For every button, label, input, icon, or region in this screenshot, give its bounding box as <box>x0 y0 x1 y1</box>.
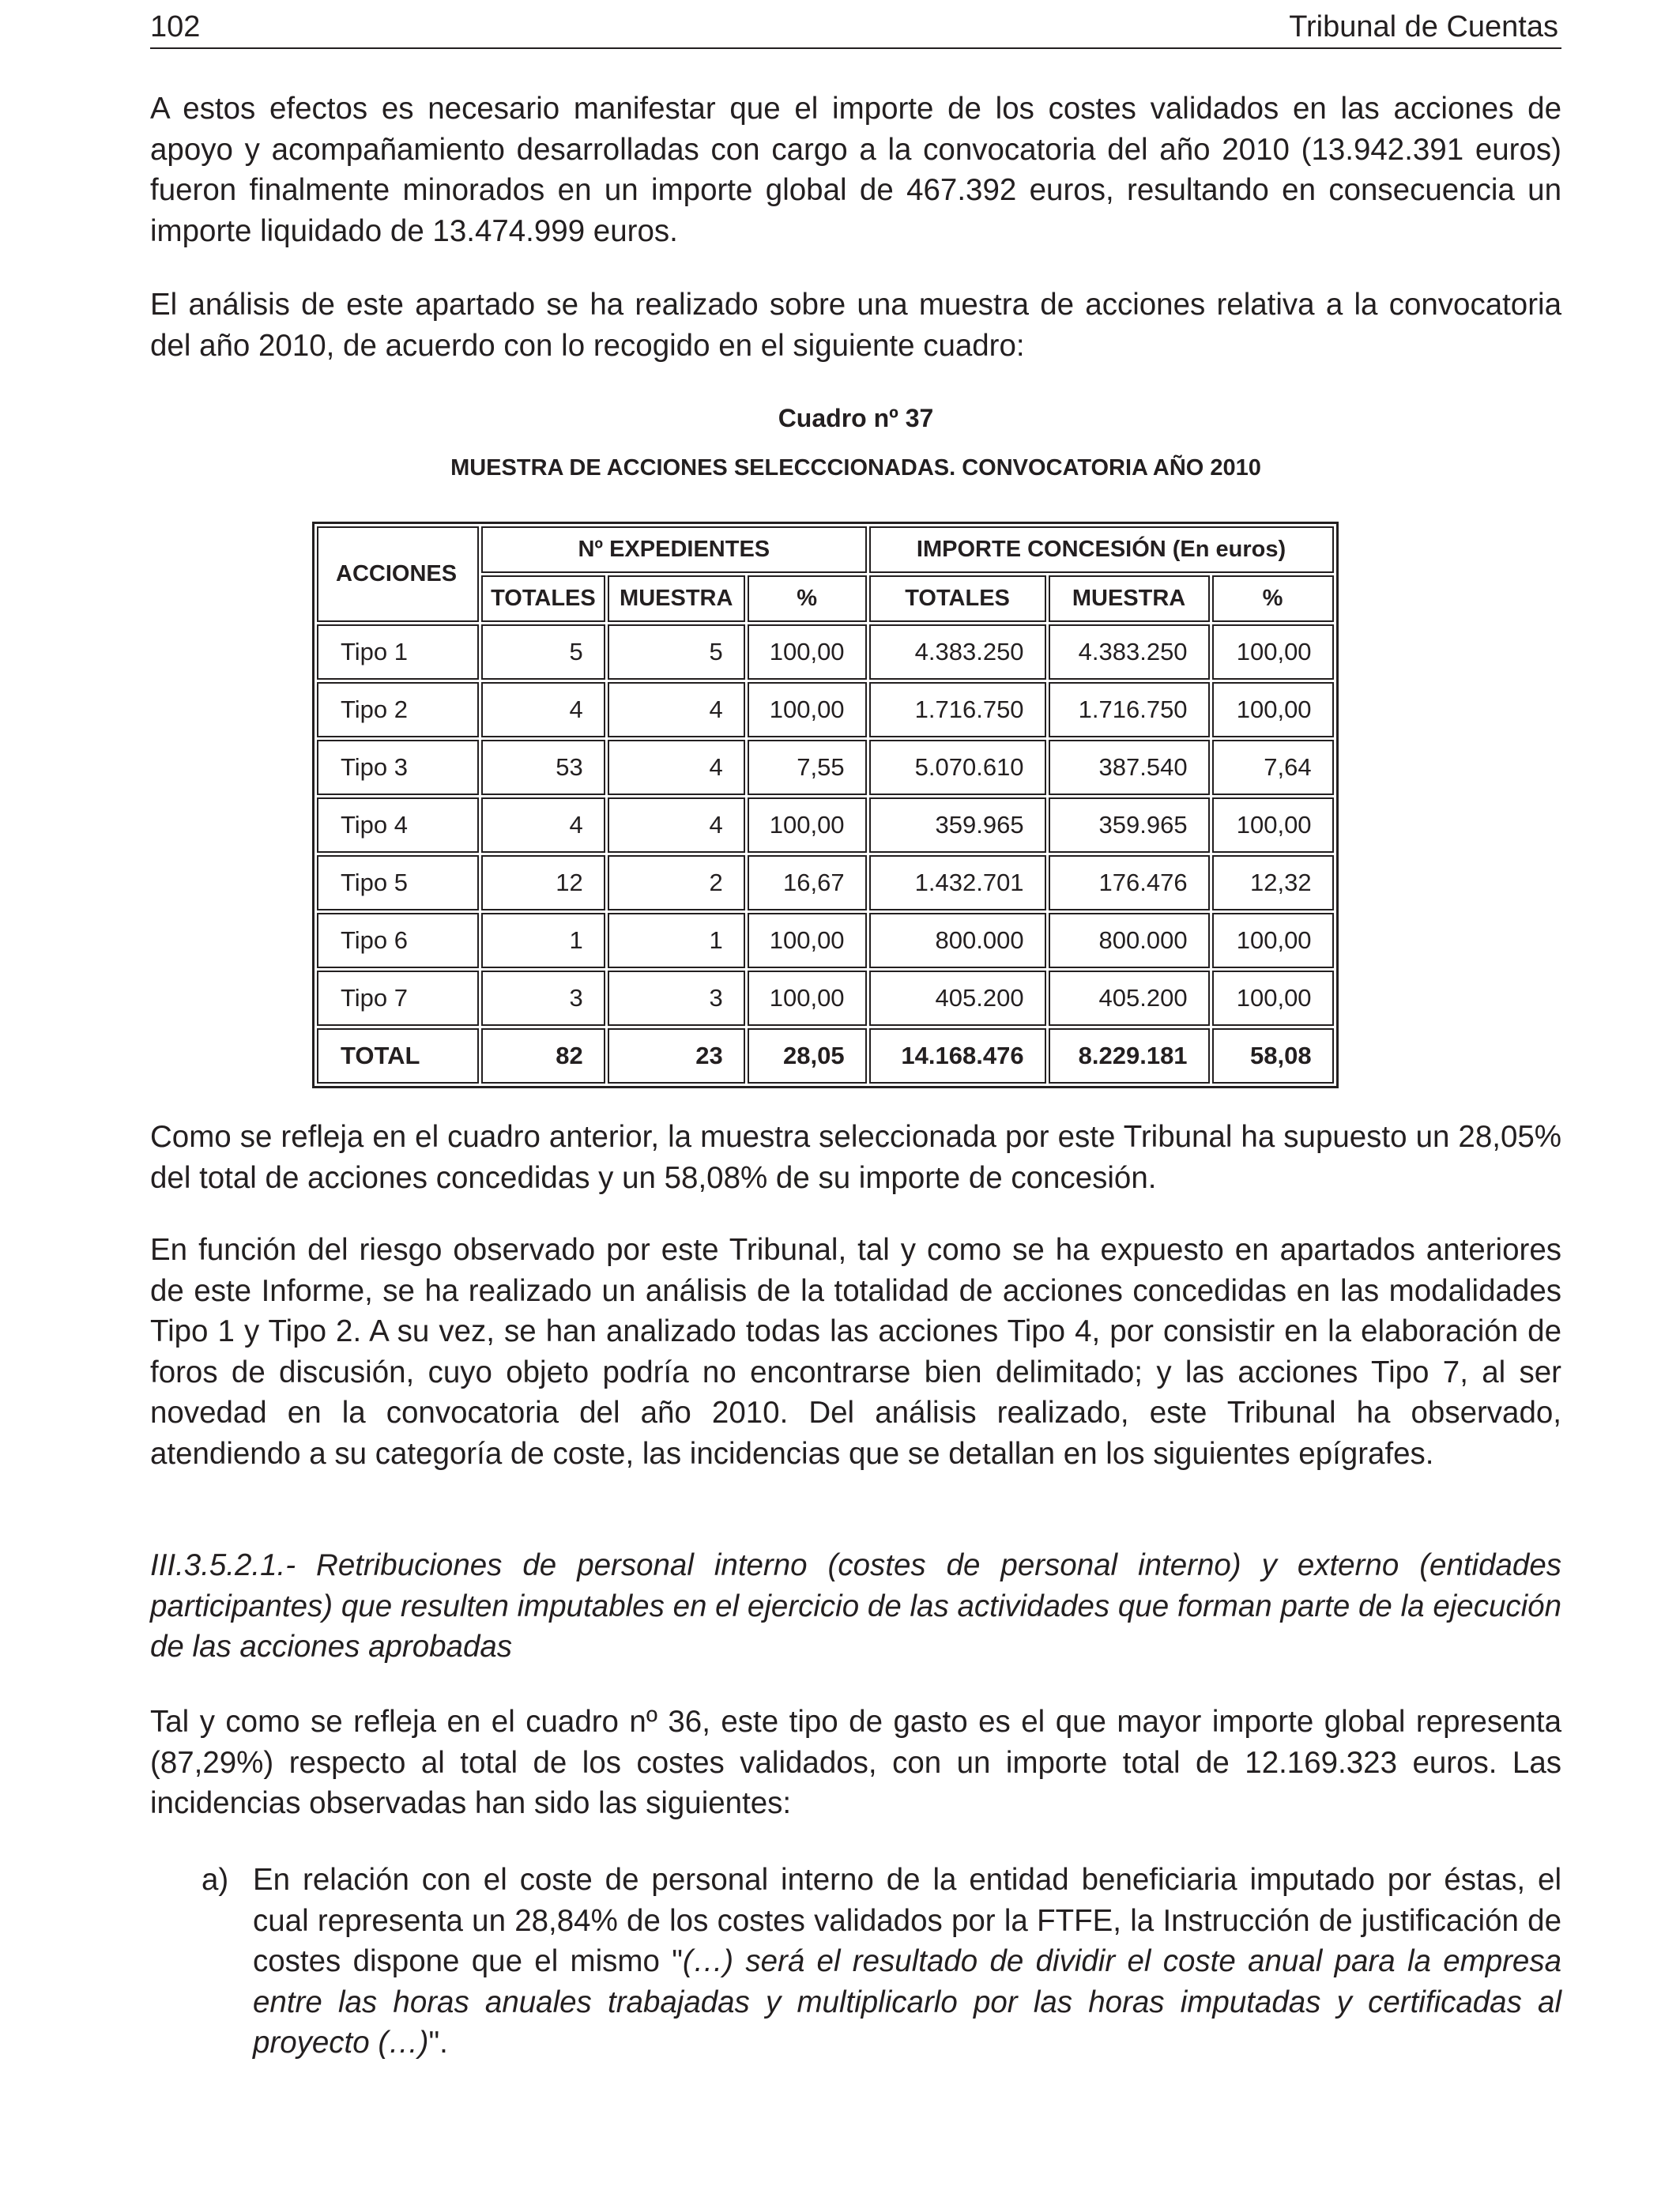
cell-exp-pct: 7,55 <box>748 740 867 795</box>
table-caption: Cuadro nº 37 <box>778 404 934 432</box>
cell-imp-totales: 405.200 <box>869 971 1046 1026</box>
cell-imp-muestra: 405.200 <box>1049 971 1210 1026</box>
header-imp-totales: TOTALES <box>869 575 1046 622</box>
cell-imp-totales: 1.432.701 <box>869 855 1046 910</box>
row-label: Tipo 1 <box>317 624 479 680</box>
cell-imp-pct: 100,00 <box>1212 682 1334 737</box>
table-row <box>317 913 1334 968</box>
list-item <box>202 1860 1561 2064</box>
page-number: 102 <box>150 10 201 43</box>
header-exp-pct: % <box>748 575 867 622</box>
cell-exp-totales: 4 <box>481 682 605 737</box>
header-organization: Tribunal de Cuentas <box>1289 10 1558 43</box>
list-item-text <box>253 1860 1561 2064</box>
cell-exp-totales: 53 <box>481 740 605 795</box>
cell-exp-muestra: 2 <box>608 855 745 910</box>
list-text-quote: (…) será el resultado de dividir el coste anual para la empresa entre las horas anuales trabajadas y multiplicarlo por las horas imputadas y certificadas al proyecto (…) <box>253 1944 1562 2060</box>
cell-exp-muestra: 4 <box>608 682 745 737</box>
header-exp-muestra: MUESTRA <box>608 575 745 622</box>
sample-table <box>312 522 1339 1088</box>
header-acciones: ACCIONES <box>317 526 479 622</box>
cell-imp-totales: 4.383.250 <box>869 624 1046 680</box>
table-row <box>317 682 1334 737</box>
cell-exp-pct: 16,67 <box>748 855 867 910</box>
cell-imp-muestra: 359.965 <box>1049 797 1210 853</box>
cell-imp-muestra: 800.000 <box>1049 913 1210 968</box>
table-total-row <box>317 1028 1334 1084</box>
table-title: MUESTRA DE ACCIONES SELECCCIONADAS. CONVOCATORIA AÑO 2010 <box>450 455 1261 481</box>
paragraph-riesgo: En función del riesgo observado por este Tribunal, tal y como se ha expuesto en apartados anteriores de este Informe, se ha realizado un análisis de la totalidad de acciones concedidas en las modalidades Tipo 1 y Tipo 2. A su vez, se han analizado todas las acciones Tipo 4, por consistir en la elaboración de foros de discusión, cuyo objeto podría no encontrarse bien delimitado; y las acciones Tipo 7, al ser novedad en la convocatoria del año 2010. Del análisis realizado, este Tribunal ha observado, atendiendo a su categoría de coste, las incidencias que se detallan en los siguientes epígrafes. <box>150 1233 1561 1471</box>
row-label: Tipo 5 <box>317 855 479 910</box>
total-exp-muestra: 23 <box>608 1028 745 1084</box>
row-label: Tipo 2 <box>317 682 479 737</box>
cell-imp-totales: 1.716.750 <box>869 682 1046 737</box>
paragraph-conclusion-muestra: Como se refleja en el cuadro anterior, la muestra seleccionada por este Tribunal ha supuesto un 28,05% del total de acciones concedidas y un 58,08% de su importe de concesión. <box>150 1120 1561 1195</box>
cell-imp-pct: 7,64 <box>1212 740 1334 795</box>
total-label: TOTAL <box>317 1028 479 1084</box>
list-text-end: ". <box>428 2026 448 2060</box>
table-wrapper <box>312 522 1339 1088</box>
cell-exp-pct: 100,00 <box>748 971 867 1026</box>
cell-exp-totales: 4 <box>481 797 605 853</box>
row-label: Tipo 4 <box>317 797 479 853</box>
total-exp-totales: 82 <box>481 1028 605 1084</box>
cell-exp-totales: 5 <box>481 624 605 680</box>
total-imp-muestra: 8.229.181 <box>1049 1028 1210 1084</box>
cell-exp-muestra: 3 <box>608 971 745 1026</box>
table-row <box>317 740 1334 795</box>
cell-exp-pct: 100,00 <box>748 624 867 680</box>
cell-imp-muestra: 1.716.750 <box>1049 682 1210 737</box>
cell-exp-pct: 100,00 <box>748 913 867 968</box>
table-row <box>317 855 1334 910</box>
header-imp-pct: % <box>1212 575 1334 622</box>
header-group-importe: IMPORTE CONCESIÓN (En euros) <box>869 526 1334 573</box>
row-label: Tipo 6 <box>317 913 479 968</box>
total-imp-totales: 14.168.476 <box>869 1028 1046 1084</box>
header-imp-muestra: MUESTRA <box>1049 575 1210 622</box>
cell-imp-pct: 12,32 <box>1212 855 1334 910</box>
total-imp-pct: 58,08 <box>1212 1028 1334 1084</box>
table-row <box>317 624 1334 680</box>
paragraph-costes-validados: A estos efectos es necesario manifestar que el importe de los costes validados en las acciones de apoyo y acompañamiento desarrolladas con cargo a la convocatoria del año 2010 (13.942.391 euros) fueron finalmente minorados en un importe global de 467.392 euros, resultando en consecuencia un importe liquidado de 13.474.999 euros. <box>150 92 1561 248</box>
cell-imp-pct: 100,00 <box>1212 913 1334 968</box>
cell-exp-totales: 12 <box>481 855 605 910</box>
cell-imp-totales: 800.000 <box>869 913 1046 968</box>
cell-imp-pct: 100,00 <box>1212 971 1334 1026</box>
cell-imp-muestra: 4.383.250 <box>1049 624 1210 680</box>
cell-imp-totales: 5.070.610 <box>869 740 1046 795</box>
cell-exp-muestra: 1 <box>608 913 745 968</box>
section-heading: III.3.5.2.1.- Retribuciones de personal interno (costes de personal interno) y externo (entidades participantes) que resulten imputables en el ejercicio de las actividades que forman parte de la ejecución de las acciones aprobadas <box>150 1548 1561 1664</box>
table-row <box>317 797 1334 853</box>
paragraph-muestra: El análisis de este apartado se ha realizado sobre una muestra de acciones relativa a la convocatoria del año 2010, de acuerdo con lo recogido en el siguiente cuadro: <box>150 288 1561 363</box>
page-header <box>150 6 1561 49</box>
row-label: Tipo 7 <box>317 971 479 1026</box>
row-label: Tipo 3 <box>317 740 479 795</box>
cell-imp-totales: 359.965 <box>869 797 1046 853</box>
paragraph-tipo-gasto: Tal y como se refleja en el cuadro nº 36, este tipo de gasto es el que mayor importe global representa (87,29%) respecto al total de los costes validados, con un importe total de 12.169.323 euros. Las incidencias observadas han sido las siguientes: <box>150 1705 1561 1820</box>
table-row <box>317 971 1334 1026</box>
cell-exp-muestra: 4 <box>608 797 745 853</box>
header-group-expedientes: Nº EXPEDIENTES <box>481 526 866 573</box>
cell-exp-totales: 1 <box>481 913 605 968</box>
cell-imp-pct: 100,00 <box>1212 797 1334 853</box>
cell-imp-pct: 100,00 <box>1212 624 1334 680</box>
cell-exp-pct: 100,00 <box>748 797 867 853</box>
cell-exp-pct: 100,00 <box>748 682 867 737</box>
total-exp-pct: 28,05 <box>748 1028 867 1084</box>
cell-exp-totales: 3 <box>481 971 605 1026</box>
cell-imp-muestra: 387.540 <box>1049 740 1210 795</box>
cell-imp-muestra: 176.476 <box>1049 855 1210 910</box>
header-exp-totales: TOTALES <box>481 575 605 622</box>
list-marker: a) <box>202 1863 229 1897</box>
list-text-plain: En relación con el coste de personal interno de la entidad beneficiaria imputado por éstas, el cual representa un 28,84% de los costes validados por la FTFE, la Instrucción de justificación de costes dispone que el mismo " <box>253 1863 1561 1978</box>
cell-exp-muestra: 4 <box>608 740 745 795</box>
cell-exp-muestra: 5 <box>608 624 745 680</box>
